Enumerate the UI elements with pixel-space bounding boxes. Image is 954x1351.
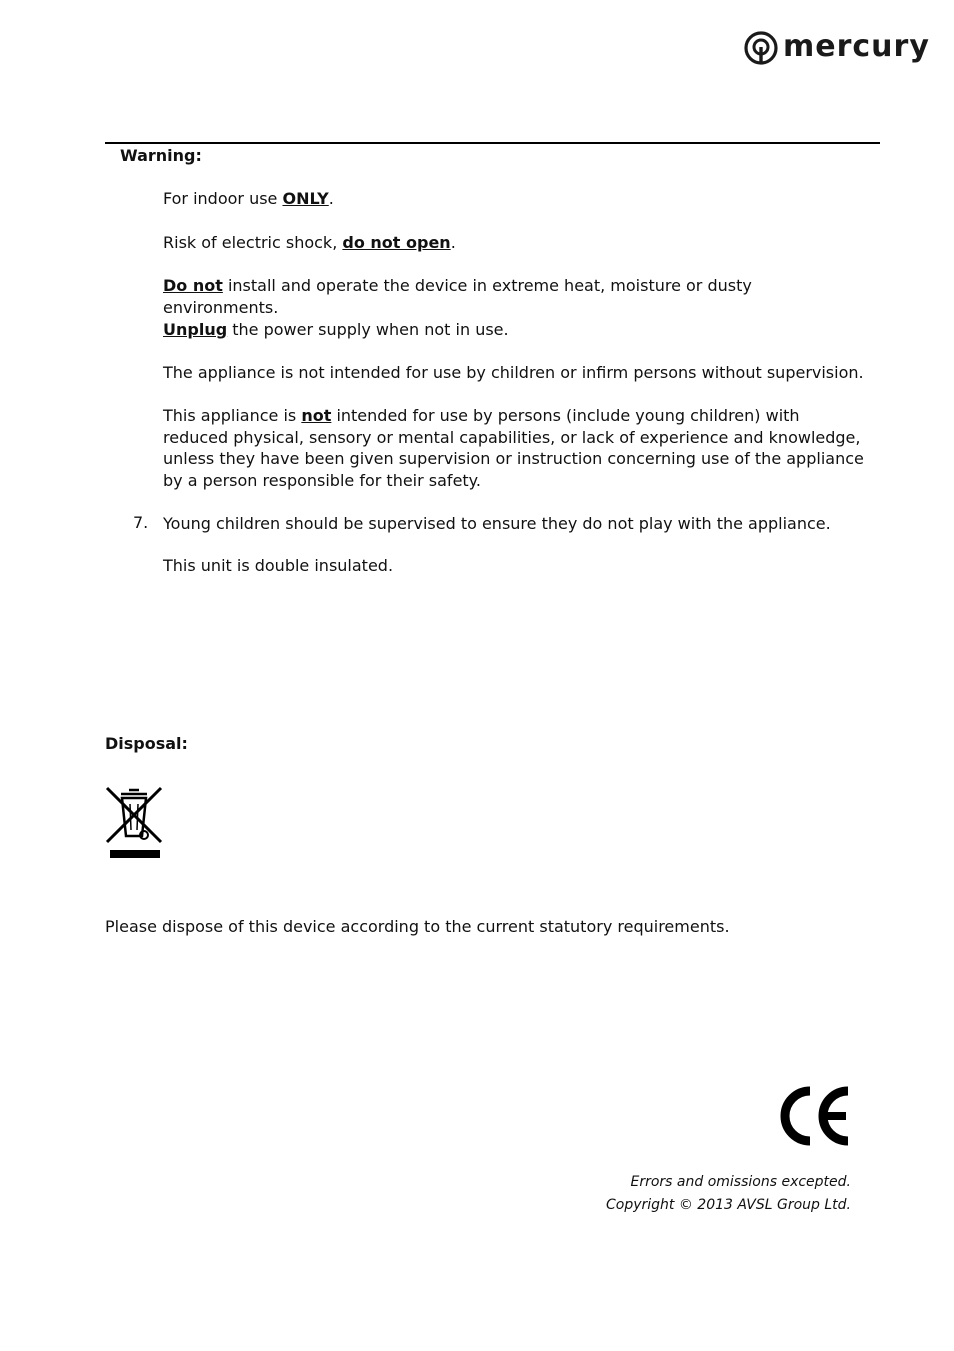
mercury-logo-icon [743,30,779,66]
warning-emphasis: ONLY [282,189,329,208]
warning-item: Do not install and operate the device in extreme heat, moisture or dusty environments. [163,276,752,317]
warning-emphasis: Unplug [163,320,228,339]
warning-item: For indoor use ONLY. [163,189,334,208]
warning-item: Unplug the power supply when not in use. [163,320,509,339]
warning-item: Risk of electric shock, do not open. [163,233,456,252]
warning-emphasis: Do not [163,276,223,295]
footer-copyright: Copyright © 2013 AVSL Group Ltd. [606,1197,851,1213]
warning-item: Young children should be supervised to ensure they do not play with the appliance. [163,514,831,533]
warning-item: This appliance is not intended for use by persons (include young children) with reduced physical, sensory or mental capabilities, or lack of experience and knowledge, unless they have been given supervision or instruction concerning use of the appliance by a person responsible for their safety. [163,406,864,490]
header-divider [105,142,880,144]
disposal-heading: Disposal: [105,734,188,753]
warning-item: This unit is double insulated. [163,556,394,575]
list-number: 7. [133,513,149,532]
warning-heading: Warning: [120,146,202,165]
brand-name: mercury [783,29,930,64]
footer-errors: Errors and omissions excepted. [630,1174,851,1190]
disposal-text: Please dispose of this device according to the current statutory requirements. [105,917,730,936]
warning-emphasis: do not open [342,233,451,252]
ce-mark-icon [780,1086,854,1146]
warning-item: The appliance is not intended for use by children or infirm persons without supervision. [163,363,864,382]
warning-emphasis: not [301,406,332,425]
weee-crossed-bin-icon [103,784,165,858]
brand-logo [743,30,928,70]
